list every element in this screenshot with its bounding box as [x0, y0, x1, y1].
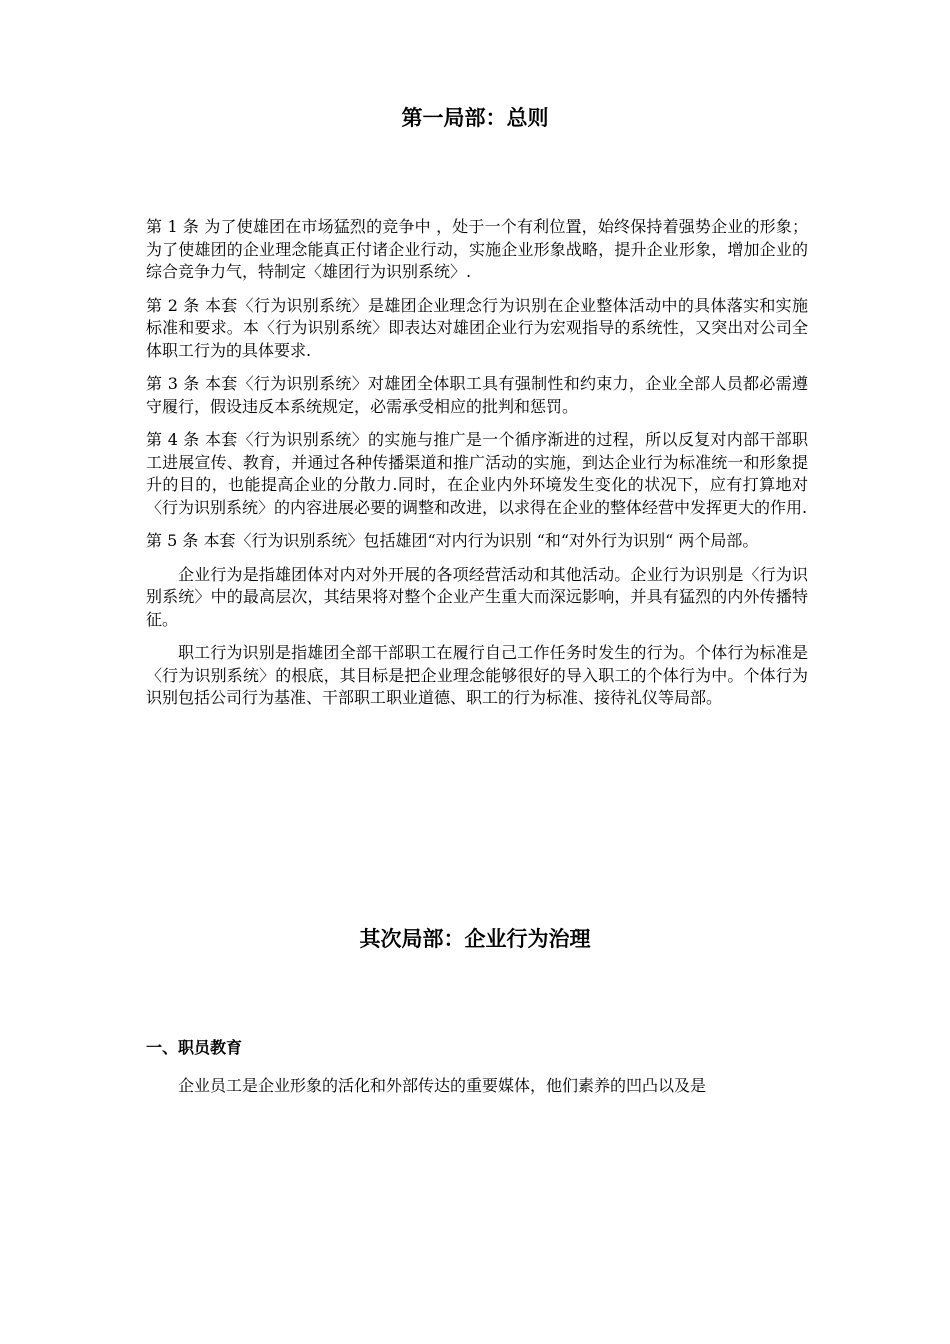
employee-behavior-paragraph: 职工行为识别是指雄团全部干部职工在履行自己工作任务时发生的行为。个体行为标准是〈行为识别系统〉的根底，其目标是把企业理念能够很好的导入职工的个体行为中。个体行为识别包括公司行为基准、干部职工职业道德、职工的行为标准、接待礼仪等局部。: [146, 643, 808, 707]
article-4: 第 4 条 本套〈行为识别系统〉的实施与推广是一个循序渐进的过程，所以反复对内部干部职工进展宣传、教育，并通过各种传播渠道和推广活动的实施，到达企业行为标准统一和形象提升的目的，也能提高企业的分散力.同时，在企业内外环境发生变化的状况下，应有打算地对〈行为识别系统〉的内容进展必要的调整和改进，以求得在企业的整体经营中发挥更大的作用.: [146, 430, 808, 517]
part1-body: [146, 216, 808, 721]
article-2: 第 2 条 本套〈行为识别系统〉是雄团企业理念行为识别在企业整体活动中的具体落实和实施标准和要求。本〈行为识别系统〉即表达对雄团企业行为宏观指导的系统性，又突出对公司全体职工行为的具体要求.: [146, 295, 808, 360]
enterprise-behavior-paragraph: 企业行为是指雄团体对内对外开展的各项经营活动和其他活动。企业行为识别是〈行为识别系统〉中的最高层次，其结果将对整个企业产生重大而深远影响，并具有猛烈的内外传播特征。: [146, 564, 808, 629]
part1-title: 第一局部：总则: [401, 106, 549, 130]
staff-education-paragraph: 企业员工是企业形象的活化和外部传达的重要媒体，他们素养的凹凸以及是: [178, 1076, 707, 1095]
article-1: 第 1 条 为了使雄团在市场猛烈的竞争中 ，处于一个有利位置，始终保持着强势企业的形象；为了使雄团的企业理念能真正付诸企业行动，实施企业形象战略，提升企业形象，增加企业的综合竞争力气，特制定〈雄团行为识别系统〉.: [146, 217, 808, 281]
part2-title: 其次局部：企业行为治理: [359, 927, 591, 951]
article-5: 第 5 条 本套〈行为识别系统〉包括雄团“对内行为识别 “和“对外行为识别“ 两个局部。: [146, 531, 759, 550]
section-heading-staff-education: 一、职员教育: [146, 1038, 243, 1057]
article-3: 第 3 条 本套〈行为识别系统〉对雄团全体职工具有强制性和约束力，企业全部人员都必需遵守履行，假设违反本系统规定，必需承受相应的批判和惩罚。: [146, 374, 808, 416]
